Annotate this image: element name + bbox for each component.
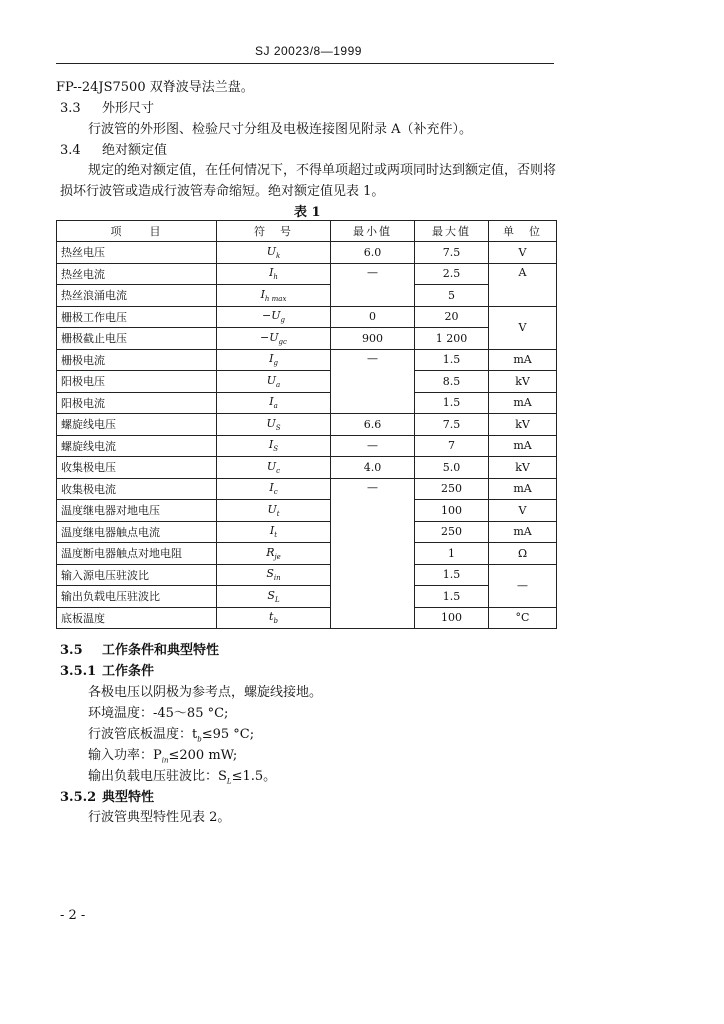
row-symbol: $I_c$	[217, 478, 331, 500]
col-header-unit: 单 位	[489, 221, 557, 242]
row-min: 900	[331, 328, 415, 350]
row-item: 输出负载电压驻波比	[57, 586, 217, 608]
row-item: 热丝电流	[57, 263, 217, 285]
row-max: 7	[415, 435, 489, 457]
row-symbol: $U_k$	[217, 242, 331, 264]
section-number: 3.5	[60, 643, 83, 658]
col-header-min: 最小值	[331, 221, 415, 242]
condition-line-5: 输出负载电压驻波比：$S_L\le 1.5$。	[88, 769, 277, 786]
row-max: 100	[415, 607, 489, 629]
section-title: 外形尺寸	[102, 101, 155, 116]
section-title: 工作条件和典型特性	[102, 643, 220, 658]
row-item: 栅极工作电压	[57, 306, 217, 328]
table-header-row	[57, 221, 557, 242]
row-symbol: $-U_{gc}$	[217, 328, 331, 350]
row-min: —	[331, 349, 415, 414]
table-row	[57, 242, 557, 264]
page-number: - 2 -	[60, 908, 86, 923]
row-min: 0	[331, 306, 415, 328]
row-max: 2.5	[415, 263, 489, 285]
section-3-5-1-heading	[60, 660, 154, 679]
row-symbol: $R_{je}$	[217, 543, 331, 565]
row-unit: mA	[489, 478, 557, 500]
row-item: 螺旋线电流	[57, 435, 217, 457]
col-header-symbol: 符 号	[217, 221, 331, 242]
col-header-max: 最大值	[415, 221, 489, 242]
section-3-5-2-text: 行波管典型特性见表 2。	[88, 810, 231, 825]
row-unit: V	[489, 500, 557, 522]
row-symbol: $I_{h max}$	[217, 285, 331, 307]
row-max: 1	[415, 543, 489, 565]
row-item: 栅极电流	[57, 349, 217, 371]
table-row	[57, 543, 557, 565]
row-item: 温度断电器触点对地电阻	[57, 543, 217, 565]
row-max: 5	[415, 285, 489, 307]
section-title: 工作条件	[102, 664, 155, 679]
row-symbol: $I_g$	[217, 349, 331, 371]
section-3-4-text-line2: 损坏行波管或造成行波管寿命缩短。绝对额定值见表 1。	[60, 184, 385, 199]
row-min: —	[331, 478, 415, 629]
table-row	[57, 306, 557, 328]
section-number: 3.5.2	[60, 790, 97, 805]
row-min: 6.6	[331, 414, 415, 436]
row-unit: kV	[489, 371, 557, 393]
row-max: 250	[415, 478, 489, 500]
table-row	[57, 500, 557, 522]
row-symbol: $I_h$	[217, 263, 331, 285]
row-unit: mA	[489, 435, 557, 457]
table-row	[57, 349, 557, 371]
table-row	[57, 435, 557, 457]
table-row	[57, 457, 557, 479]
row-unit: mA	[489, 349, 557, 371]
row-max: 100	[415, 500, 489, 522]
table-row	[57, 478, 557, 500]
row-symbol: $S_{in}$	[217, 564, 331, 586]
row-unit: mA	[489, 392, 557, 414]
row-symbol: $S_L$	[217, 586, 331, 608]
table-row	[57, 564, 557, 586]
section-3-3-text: 行波管的外形图、检验尺寸分组及电极连接图见附录 A（补充件）。	[88, 122, 473, 137]
row-symbol: $t_b$	[217, 607, 331, 629]
header-rule	[56, 63, 554, 64]
row-max: 1.5	[415, 586, 489, 608]
row-item: 温度继电器触点电流	[57, 521, 217, 543]
row-max: 1.5	[415, 392, 489, 414]
row-max: 8.5	[415, 371, 489, 393]
absolute-ratings-table	[56, 220, 557, 629]
row-min: —	[331, 435, 415, 457]
row-min: 4.0	[331, 457, 415, 479]
row-unit: °C	[489, 607, 557, 629]
row-unit: —	[489, 564, 557, 607]
row-item: 热丝浪涌电流	[57, 285, 217, 307]
row-max: 1 200	[415, 328, 489, 350]
row-max: 1.5	[415, 564, 489, 586]
row-max: 250	[415, 521, 489, 543]
document-header: SJ 20023/8—1999	[255, 44, 362, 58]
section-number: 3.4	[60, 143, 81, 158]
row-max: 7.5	[415, 414, 489, 436]
table-row	[57, 263, 557, 285]
row-item: 底板温度	[57, 607, 217, 629]
flange-line: FP--24JS7500 双脊波导法兰盘。	[56, 80, 254, 95]
table-row	[57, 371, 557, 393]
row-symbol: $I_S$	[217, 435, 331, 457]
condition-line-2: 环境温度：-45～85 °C;	[88, 706, 229, 721]
col-header-item: 项 目	[57, 221, 217, 242]
row-max: 5.0	[415, 457, 489, 479]
table-row	[57, 414, 557, 436]
condition-line-3: 行波管底板温度：$t_b\le 95$ °C;	[88, 727, 255, 744]
row-unit: kV	[489, 457, 557, 479]
row-symbol: $I_a$	[217, 392, 331, 414]
row-min: —	[331, 263, 415, 306]
row-unit: V	[489, 306, 557, 349]
row-unit: mA	[489, 521, 557, 543]
condition-line-4: 输入功率：$P_{in}\le 200$ mW;	[88, 748, 238, 765]
row-item: 热丝电压	[57, 242, 217, 264]
row-unit: Ω	[489, 543, 557, 565]
row-symbol: $U_c$	[217, 457, 331, 479]
table-row	[57, 328, 557, 350]
row-symbol: $U_a$	[217, 371, 331, 393]
row-item: 收集极电压	[57, 457, 217, 479]
row-max: 1.5	[415, 349, 489, 371]
row-item: 螺旋线电压	[57, 414, 217, 436]
table-row	[57, 285, 557, 307]
section-3-4-text-line1: 规定的绝对额定值，在任何情况下，不得单项超过或两项同时达到额定值，否则将	[88, 163, 557, 178]
row-min: 6.0	[331, 242, 415, 264]
table-row	[57, 586, 557, 608]
row-symbol: $U_t$	[217, 500, 331, 522]
row-item: 阳极电流	[57, 392, 217, 414]
section-title: 绝对额定值	[102, 143, 168, 158]
row-max: 7.5	[415, 242, 489, 264]
row-unit: V	[489, 242, 557, 264]
table-row	[57, 607, 557, 629]
condition-line-1: 各极电压以阴极为参考点，螺旋线接地。	[88, 685, 323, 700]
row-item: 阳极电压	[57, 371, 217, 393]
section-number: 3.3	[60, 101, 81, 116]
section-3-3-heading	[60, 97, 154, 116]
table-row	[57, 392, 557, 414]
row-symbol: $U_S$	[217, 414, 331, 436]
row-item: 栅极截止电压	[57, 328, 217, 350]
section-3-5-heading	[60, 639, 219, 658]
table-caption: 表 1	[294, 205, 321, 220]
table-row	[57, 521, 557, 543]
row-unit: A	[489, 263, 557, 306]
row-max: 20	[415, 306, 489, 328]
row-item: 收集极电流	[57, 478, 217, 500]
row-unit: kV	[489, 414, 557, 436]
row-item: 温度继电器对地电压	[57, 500, 217, 522]
section-title: 典型特性	[102, 790, 155, 805]
section-number: 3.5.1	[60, 664, 97, 679]
row-symbol: $-U_g$	[217, 306, 331, 328]
section-3-4-heading	[60, 139, 167, 158]
row-item: 输入源电压驻波比	[57, 564, 217, 586]
row-symbol: $I_t$	[217, 521, 331, 543]
section-3-5-2-heading	[60, 786, 154, 805]
